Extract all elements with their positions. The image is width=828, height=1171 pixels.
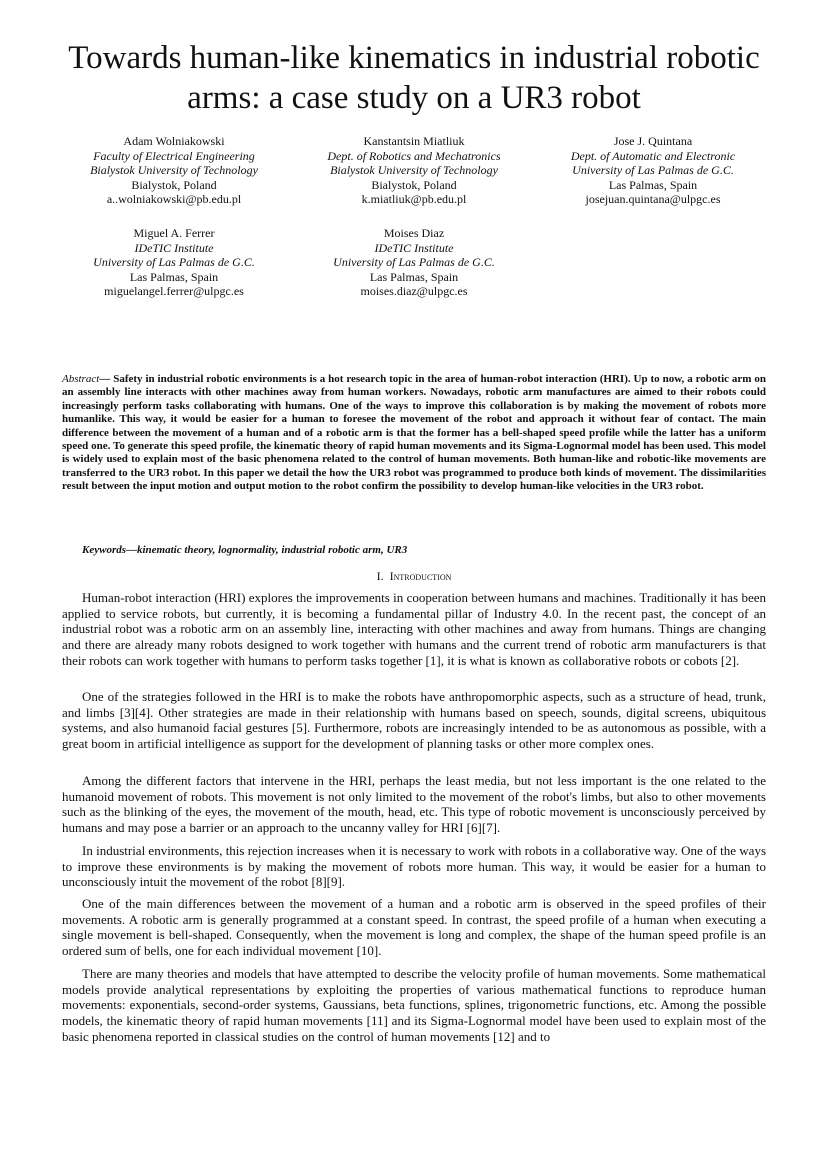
section-heading xyxy=(62,569,766,583)
paper-title: Towards human-like kinematics in industrial robotic arms: a case study on a UR3 robot xyxy=(68,40,760,116)
author-block-5 xyxy=(289,226,539,299)
author-location: Las Palmas, Spain xyxy=(369,269,459,284)
author-name: Adam Wolniakowski xyxy=(123,134,225,148)
author-department: Faculty of Electrical Engineering xyxy=(93,148,255,163)
body-paragraph-3: Among the different factors that intervene in the HRI, perhaps the least media, but not less important is the one related to the humanoid movement of robots. This movement is not only limited to the movement of the robot's limbs, but also to other movements such as the blinking of the eyes, the movement of the mouth, head, etc. This type of robotic movement is unconsciously perceived by humans and may pose a barrier or an approach to the uncanny valley for HRI [6][7]. xyxy=(62,773,766,836)
author-department: Dept. of Automatic and Electronic xyxy=(570,148,736,163)
author-email: miguelangel.ferrer@ulpgc.es xyxy=(104,284,244,298)
author-department: Dept. of Robotics and Mechatronics xyxy=(327,148,501,163)
body-paragraph-6: There are many theories and models that have attempted to describe the velocity profile of human movements. Some mathematical models provide analytical representations by exploiting the properties of various mathematical functions to reproduce human movements: exponentials, second-order systems, Gaussians, beta functions, splines, trigonometric functions, etc. Among the possible models, the kinematic theory of rapid human movements [11] and its Sigma-Lognormal model have been used to explain most of the basic phenomena reported in classical studies on the control of human movements [12] and to xyxy=(62,966,766,1044)
abstract xyxy=(62,373,766,494)
author-email: josejuan.quintana@ulpgc.es xyxy=(585,192,721,206)
section-number: I. xyxy=(376,569,384,583)
author-name: Miguel A. Ferrer xyxy=(133,226,215,240)
author-institution: University of Las Palmas de G.C. xyxy=(572,163,734,177)
author-institution: University of Las Palmas de G.C. xyxy=(333,255,495,269)
body-paragraph-1: Human-robot interaction (HRI) explores the improvements in cooperation between humans and machines. Traditionally it has been applied to service robots, but currently, it is becoming a fundamental pillar of Industry 4.0. In the recent past, the concept of an industrial robot was a robotic arm on an assembly line, interacting with other machines and away from humans. Things are changing and there are already many robots designed to work together with humans and the current trend of robotic arm manufacturers is that their robots can work together with humans to perform tasks together [1], it is what is known as collaborative robots or cobots [2]. xyxy=(62,590,766,668)
author-department: IDeTIC Institute xyxy=(374,240,454,255)
author-email: moises.diaz@ulpgc.es xyxy=(360,284,468,298)
body-paragraph-4: In industrial environments, this rejection increases when it is necessary to work with robots in a collaborative way. One of the ways to improve these environments is by making the movement of robots more human. This way, it would be easier for a human to unconsciously intuit the movement of the robot [8][9]. xyxy=(62,843,767,890)
abstract-dash: — xyxy=(99,373,114,385)
author-department: IDeTIC Institute xyxy=(134,240,214,255)
author-email: k.miatliuk@pb.edu.pl xyxy=(361,192,467,206)
author-block-4 xyxy=(49,226,299,299)
author-email: a..wolniakowski@pb.edu.pl xyxy=(106,192,242,206)
abstract-text: Safety in industrial robotic environments is a hot research topic in the area of human-robot interaction (HRI). Up to now, a robotic arm on an assembly line interacts with other machines away from human workers. Nowadays, robotic arm manufactures are aimed to their robots could increasingly perform tasks collaborating with humans. One of the ways to improve this collaboration is by making the movement of robots more humanlike. This way, it would be easier for a human to foresee the movement of the robot and approach it without fear of contact. The main difference between the movement of a human and of a robotic arm is that the former has a bell-shaped speed profile while the latter has a uniform speed one. To generate this speed profile, the kinematic theory of rapid human movements and its Sigma-Lognormal model has been used. This model is widely used to explain most of the basic phenomena related to the control of human movements. Both human-like and robotic-like movements are transferred to the UR3 robot. In this paper we detail the how the UR3 robot was programmed to produce both kinds of movement. The dissimilarities result between the input motion and output motion to the robot confirm the possibility to develop human-like velocities in the UR3 robot. xyxy=(62,373,766,493)
author-block-2 xyxy=(289,134,539,207)
author-institution: University of Las Palmas de G.C. xyxy=(93,255,255,269)
author-location: Las Palmas, Spain xyxy=(129,269,219,284)
author-name: Kanstantsin Miatliuk xyxy=(363,134,465,148)
author-location: Bialystok, Poland xyxy=(371,177,457,192)
author-institution: Bialystok University of Technology xyxy=(330,163,498,177)
author-location: Bialystok, Poland xyxy=(131,177,217,192)
author-block-3 xyxy=(528,134,778,207)
section-title: Introduction xyxy=(389,569,452,583)
author-name: Jose J. Quintana xyxy=(613,134,693,148)
keywords: Keywords—kinematic theory, lognormality, industrial robotic arm, UR3 xyxy=(82,544,408,556)
author-block-1 xyxy=(49,134,299,207)
body-paragraph-2: One of the strategies followed in the HRI is to make the robots have anthropomorphic aspects, such as a structure of head, trunk, and limbs [3][4]. Other strategies are made in their relationship with humans based on speech, sounds, digital screens, ubiquitous systems, and also humanoid facial gestures [5]. Furthermore, robots are increasingly intended to be as autonomous as possible, with a great boom in artificial intelligence as support for the development of planning tasks or other more complex ones. xyxy=(62,689,766,752)
author-location: Las Palmas, Spain xyxy=(608,177,698,192)
author-institution: Bialystok University of Technology xyxy=(90,163,258,177)
abstract-label: Abstract xyxy=(62,373,100,385)
author-name: Moises Diaz xyxy=(383,226,445,240)
body-paragraph-5: One of the main differences between the movement of a human and a robotic arm is observed in the speed profiles of their movements. A robotic arm is generally programmed at a constant speed. In contrast, the speed profile of a human when executing a single movement is bell-shaped. Consequently, when the movement is long and complex, the shape of the human speed profile is an ordered sum of bells, one for each individual movement [10]. xyxy=(62,896,766,959)
